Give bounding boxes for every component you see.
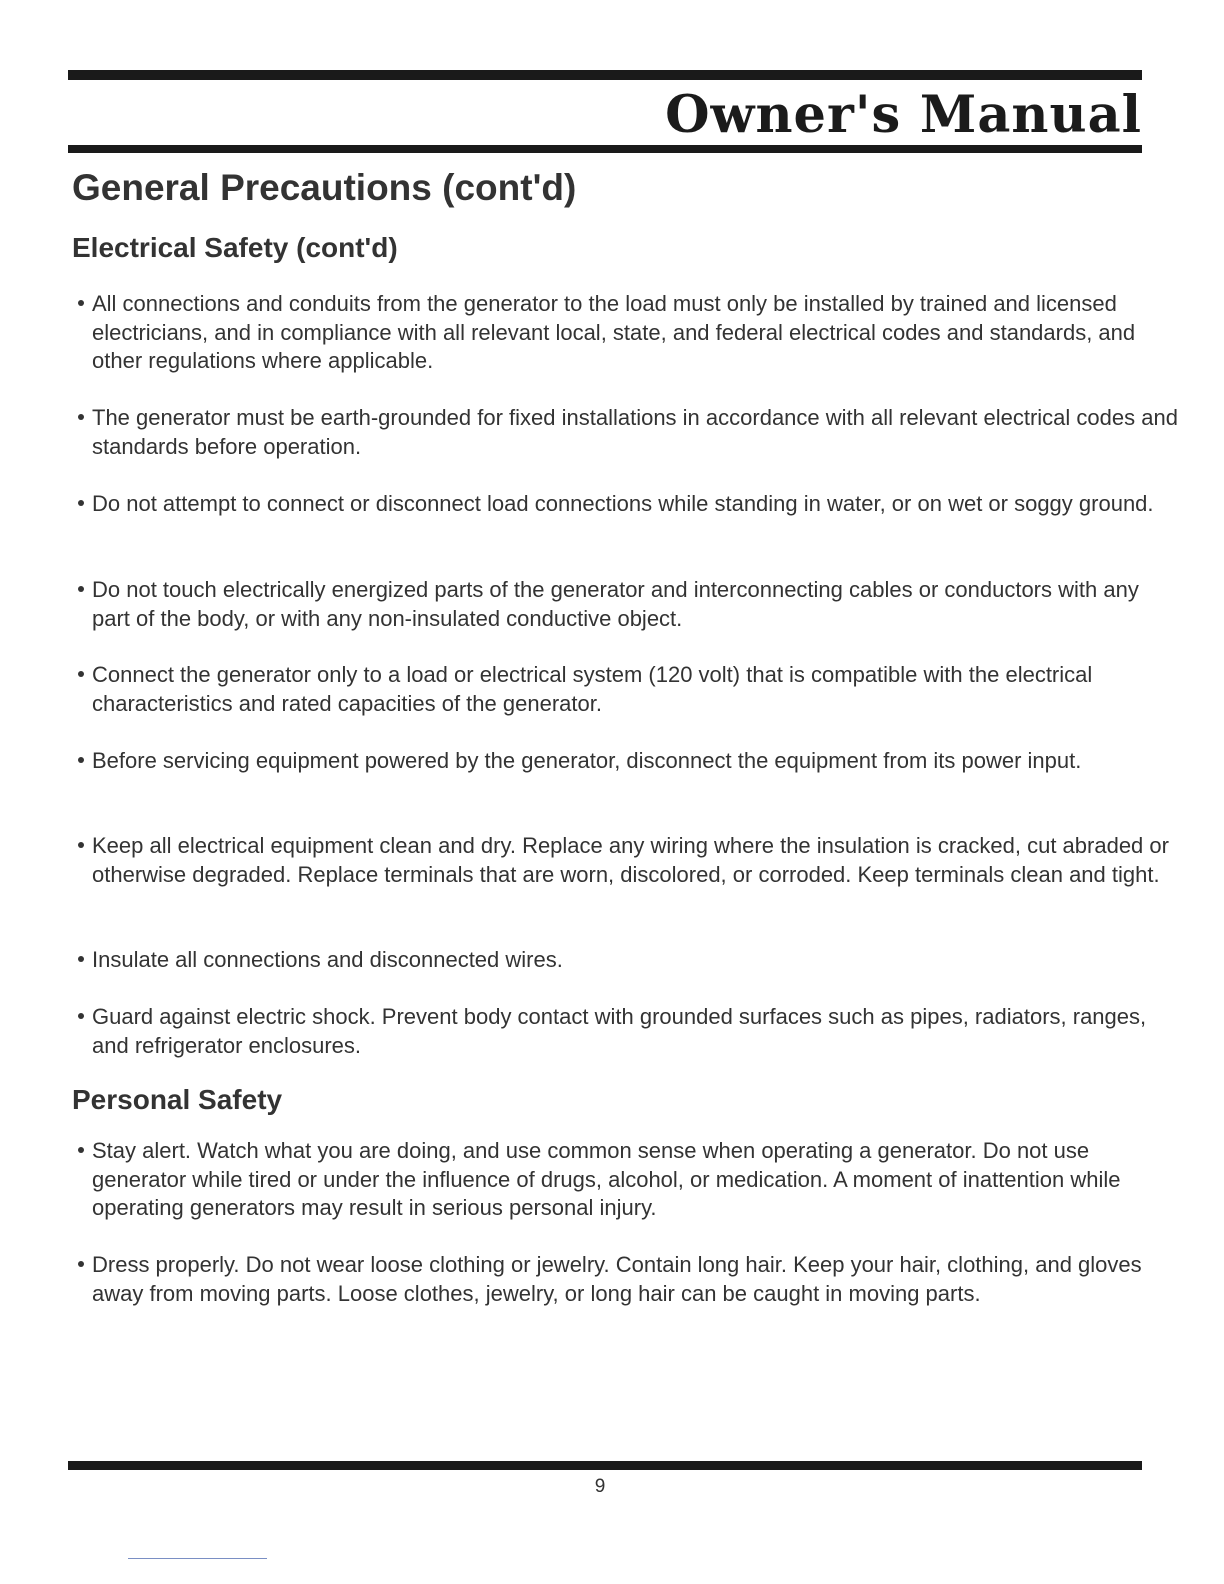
manual-title: Owner's Manual [665, 85, 1142, 145]
bullet-icon [78, 300, 84, 306]
bullet-icon [78, 671, 84, 677]
list-item-text: All connections and conduits from the generator to the load must only be installed by trained and licensed electricians, and in compliance with all relevant local, state, and federal electrical codes and standards, and other regulations where applicable. [92, 291, 1136, 373]
bullet-icon [78, 842, 84, 848]
header-bottom-rule [68, 145, 1142, 153]
header-top-rule [68, 70, 1142, 80]
list-item-text: The generator must be earth-grounded for fixed installations in accordance with all relevant electrical codes and standards before operation. [92, 405, 1178, 459]
section-heading-electrical-safety: Electrical Safety (cont'd) [72, 232, 398, 263]
list-item [78, 747, 1182, 776]
list-item [78, 290, 1182, 376]
list-item-text: Dress properly. Do not wear loose clothing or jewelry. Contain long hair. Keep your hair, clothing, and gloves away from moving parts. Loose clothes, jewelry, or long hair can be caught in moving parts. [92, 1252, 1142, 1306]
list-item-text: Insulate all connections and disconnected wires. [92, 947, 563, 972]
bullet-icon [78, 757, 84, 763]
page-number: 9 [594, 1476, 606, 1497]
list-item-text: Do not touch electrically energized parts of the generator and interconnecting cables or conductors with any part of the body, or with any non-insulated conductive object. [92, 577, 1139, 631]
section-heading-personal-safety: Personal Safety [72, 1084, 283, 1115]
bullet-icon [78, 586, 84, 592]
footer-divider [128, 1558, 267, 1559]
list-item [78, 1137, 1182, 1223]
list-item [78, 490, 1182, 519]
list-item-text: Keep all electrical equipment clean and dry. Replace any wiring where the insulation is cracked, cut abraded or otherwise degraded. Replace terminals that are worn, discolored, or corroded. Keep terminals clean and tight. [92, 833, 1169, 887]
bullet-icon [78, 1013, 84, 1019]
list-item [78, 661, 1182, 718]
page-title: General Precautions (cont'd) [72, 167, 577, 208]
list-item-text: Before servicing equipment powered by the generator, disconnect the equipment from its power input. [92, 748, 1082, 773]
bullet-icon [78, 956, 84, 962]
list-item [78, 1003, 1182, 1060]
list-item [78, 832, 1182, 889]
list-item [78, 1251, 1182, 1308]
list-item-text: Guard against electric shock. Prevent body contact with grounded surfaces such as pipes, radiators, ranges, and refrigerator enclosures. [92, 1004, 1147, 1058]
bullet-icon [78, 500, 84, 506]
list-item-text: Do not attempt to connect or disconnect load connections while standing in water, or on wet or soggy ground. [92, 491, 1154, 516]
list-item-text: Stay alert. Watch what you are doing, and use common sense when operating a generator. Do not use generator while tired or under the influence of drugs, alcohol, or medication. A moment of inattention while operating generators may result in serious personal injury. [92, 1138, 1121, 1220]
footer-rule [68, 1461, 1142, 1470]
bullet-icon [78, 1261, 84, 1267]
bullet-icon [78, 1147, 84, 1153]
list-item-text: Connect the generator only to a load or electrical system (120 volt) that is compatible with the electrical characteristics and rated capacities of the generator. [92, 662, 1093, 716]
list-item [78, 576, 1182, 633]
bullet-icon [78, 414, 84, 420]
list-item [78, 404, 1182, 461]
list-item [78, 946, 1182, 975]
